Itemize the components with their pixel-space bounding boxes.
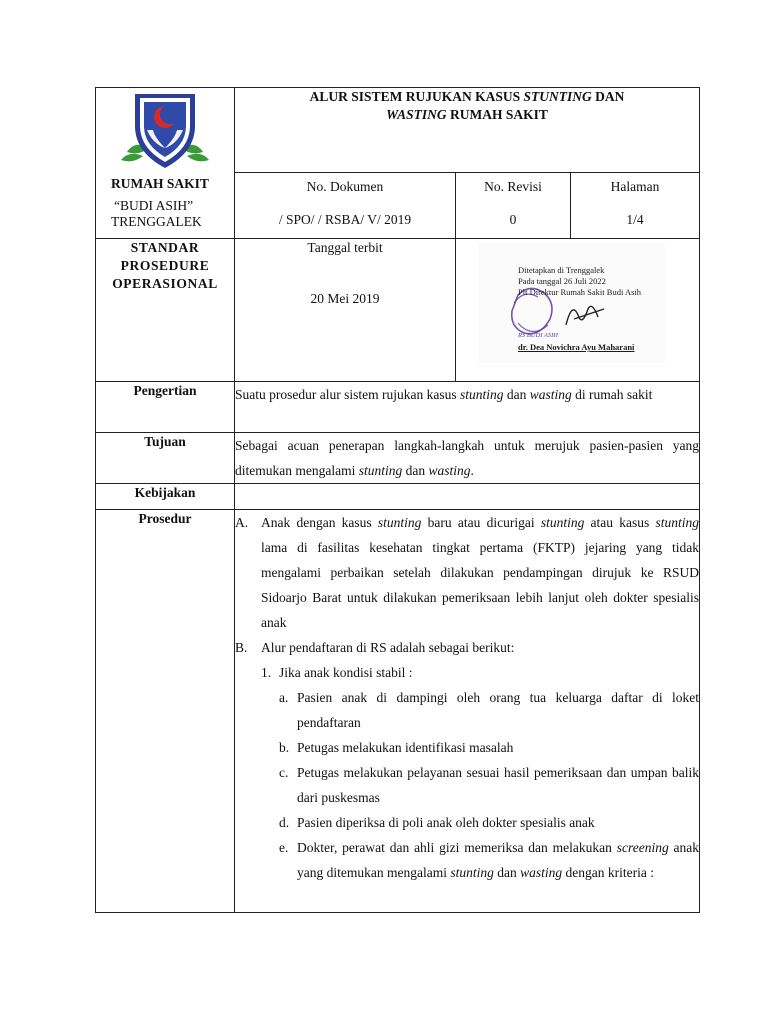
prosedur-content xyxy=(235,510,700,913)
pengertian-text: Suatu prosedur alur sistem rujukan kasus stunting dan wasting di rumah sakit xyxy=(235,382,700,433)
hospital-identity-cell xyxy=(96,88,235,239)
no-dokumen-value: / SPO/ / RSBA/ V/ 2019 xyxy=(278,212,412,227)
halaman-label: Halaman xyxy=(610,179,660,194)
tanggal-terbit-value: 20 Mei 2019 xyxy=(310,291,380,306)
tanggal-terbit-label: Tanggal terbit xyxy=(307,240,383,255)
prosedur-item-b: B. Alur pendaftaran di RS adalah sebagai berikut: xyxy=(235,640,515,655)
prosedur-step-d: d. Pasien diperiksa di poli anak oleh dokter spesialis anak xyxy=(279,815,595,830)
prosedur-step-e: e. Dokter, perawat dan ahli gizi memeriksa dan melakukan screening anak yang ditemukan mengalami stunting dan wasting dengan kriteria : xyxy=(279,840,700,880)
hospital-name-quote: “BUDI ASIH” xyxy=(114,198,194,213)
sop-table xyxy=(95,87,700,913)
document-title: ALUR SISTEM RUJUKAN KASUS STUNTING DAN WASTING RUMAH SAKIT xyxy=(235,88,700,173)
no-revisi-cell xyxy=(456,173,571,239)
hospital-shield-logo-icon xyxy=(115,90,215,174)
pengertian-label: Pengertian xyxy=(96,382,235,433)
kebijakan-text xyxy=(235,484,700,510)
halaman-cell xyxy=(571,173,700,239)
no-revisi-value: 0 xyxy=(509,212,517,227)
prosedur-step-c: c. Petugas melakukan pelayanan sesuai hasil pemeriksaan dan umpan balik dari puskesmas xyxy=(279,765,700,805)
prosedur-item-a: A. Anak dengan kasus stunting baru atau dicurigai stunting atau kasus stunting lama di fasilitas kesehatan tingkat pertama (FKTP) jejaring yang tidak mengalami perbaikan setelah dilakukan pendampingan dirujuk ke RSUD Sidoarjo Barat untuk dilakukan pemeriksaan lebih lanjut oleh dokter spesialis anak xyxy=(235,515,700,630)
sop-line-2: PROSEDURE xyxy=(120,258,210,273)
tanggal-terbit-cell xyxy=(235,239,456,382)
signature-block xyxy=(478,243,665,363)
prosedur-step-a: a. Pasien anak di dampingi oleh orang tua keluarga daftar di loket pendaftaran xyxy=(279,690,700,730)
sop-line-3: OPERASIONAL xyxy=(112,276,218,291)
signature-cell xyxy=(456,239,700,382)
no-dokumen-cell xyxy=(235,173,456,239)
signature-place: Ditetapkan di Trenggalek xyxy=(518,265,605,275)
tujuan-label: Tujuan xyxy=(96,433,235,484)
prosedur-subitem-1: 1. Jika anak kondisi stabil : xyxy=(261,665,413,680)
sop-label-cell xyxy=(96,239,235,382)
kebijakan-label: Kebijakan xyxy=(96,484,235,510)
sop-line-1: STANDAR xyxy=(130,240,200,255)
halaman-value: 1/4 xyxy=(626,212,644,227)
hospital-name: RUMAH SAKIT xyxy=(111,176,209,191)
no-dokumen-label: No. Dokumen xyxy=(306,179,384,194)
hospital-city: TRENGGALEK xyxy=(111,214,202,229)
signature-position: Plt Direktur Rumah Sakit Budi Asih xyxy=(518,287,642,297)
signatory-name: dr. Dea Novichra Ayu Maharani xyxy=(518,342,635,352)
no-revisi-label: No. Revisi xyxy=(484,179,542,194)
signature-date: Pada tanggal 26 Juli 2022 xyxy=(518,276,606,286)
prosedur-label: Prosedur xyxy=(96,510,235,913)
tujuan-text: Sebagai acuan penerapan langkah-langkah untuk merujuk pasien-pasien yang ditemukan mengalami stunting dan wasting. xyxy=(235,433,700,484)
prosedur-step-b: b. Petugas melakukan identifikasi masalah xyxy=(279,740,514,755)
stamp-text: RS BUDI ASIH xyxy=(518,332,558,339)
